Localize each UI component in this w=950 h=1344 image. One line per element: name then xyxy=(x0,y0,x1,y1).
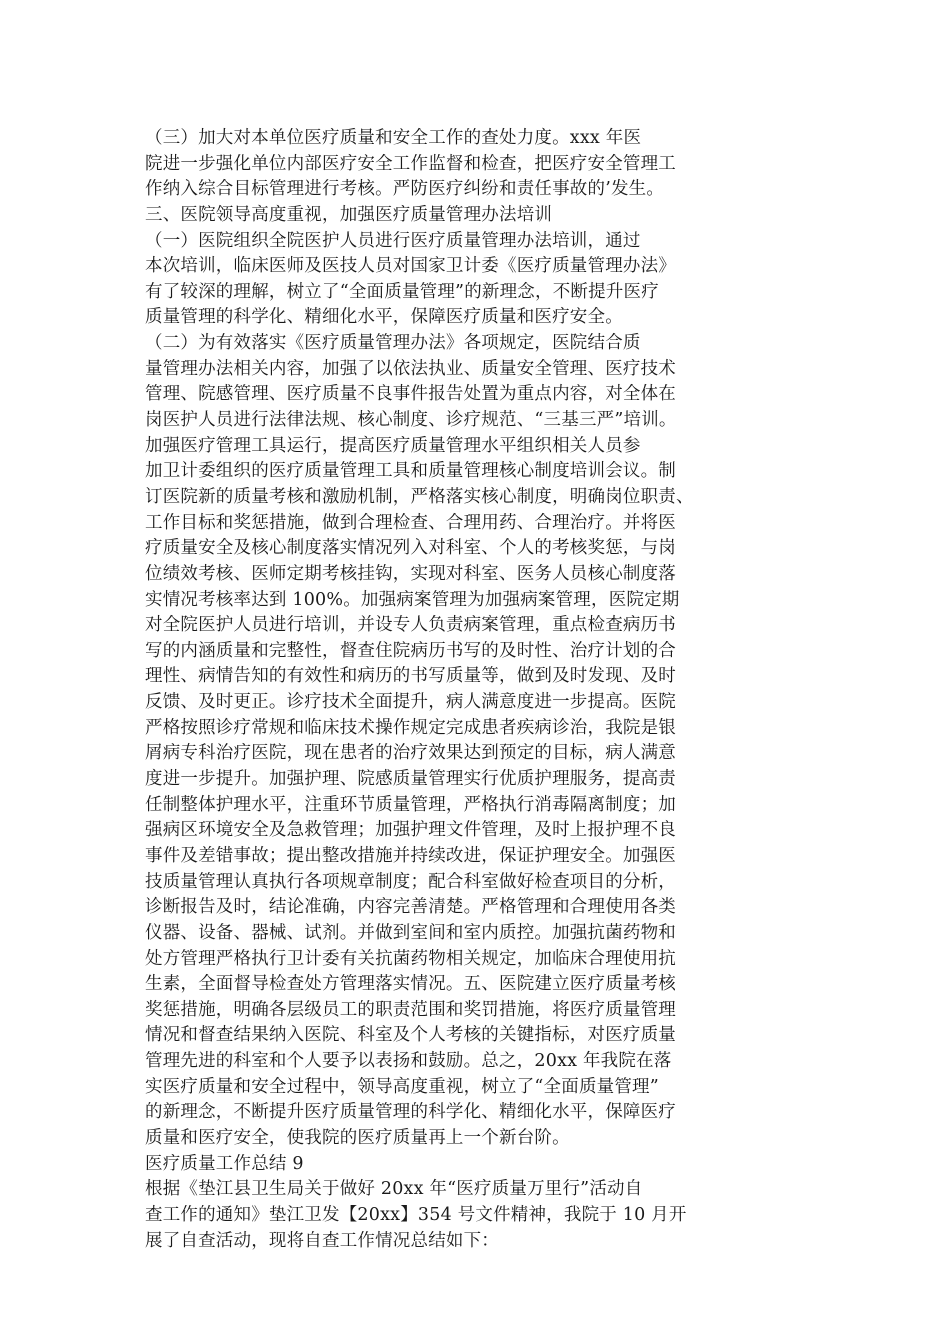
text-line: 情况和督查结果纳入医院、科室及个人考核的关键指标，对医疗质量 xyxy=(145,1025,676,1046)
text-line: 写的内涵质量和完整性，督查住院病历书写的及时性、治疗计划的合 xyxy=(145,640,676,661)
text-line: 订医院新的质量考核和激励机制，严格落实核心制度，明确岗位职责、 xyxy=(145,486,694,507)
text-line: 屑病专科治疗医院，现在患者的治疗效果达到预定的目标，病人满意 xyxy=(145,743,676,764)
text-line: 严格按照诊疗常规和临床技术操作规定完成患者疾病诊治，我院是银 xyxy=(145,717,676,738)
text-line: 本次培训，临床医师及医技人员对国家卫计委《医疗质量管理办法》 xyxy=(145,256,676,277)
text-line: 处方管理严格执行卫计委有关抗菌药物相关规定，加临床合理使用抗 xyxy=(145,948,676,969)
text-line: 理性、病情告知的有效性和病历的书写质量等，做到及时发现、及时 xyxy=(145,666,676,687)
text-line: 医疗质量工作总结 9 xyxy=(145,1153,304,1174)
text-line: 强病区环境安全及急救管理；加强护理文件管理，及时上报护理不良 xyxy=(145,820,676,841)
text-line: 仪器、设备、器械、试剂。并做到室间和室内质控。加强抗菌药物和 xyxy=(145,922,676,943)
text-line: 院进一步强化单位内部医疗安全工作监督和检查，把医疗安全管理工 xyxy=(145,153,676,174)
text-line: 管理、院感管理、医疗质量不良事件报告处置为重点内容，对全体在 xyxy=(145,384,676,405)
text-line: 量管理办法相关内容，加强了以依法执业、质量安全管理、医疗技术 xyxy=(145,358,676,379)
text-line: （三）加大对本单位医疗质量和安全工作的查处力度。xxx 年医 xyxy=(145,128,642,148)
document-body xyxy=(145,126,745,1254)
text-line: 奖惩措施，明确各层级员工的职责范围和奖罚措施，将医疗质量管理 xyxy=(145,999,676,1020)
text-line: 三、医院领导高度重视，加强医疗质量管理办法培训 xyxy=(145,204,553,225)
text-line: 反馈、及时更正。诊疗技术全面提升，病人满意度进一步提高。医院 xyxy=(145,692,676,713)
text-line: 岗医护人员进行法律法规、核心制度、诊疗规范、“三基三严”培训。 xyxy=(145,410,677,431)
text-line: 质量和医疗安全，使我院的医疗质量再上一个新台阶。 xyxy=(145,1127,570,1148)
text-line: 展了自查活动，现将自查工作情况总结如下： xyxy=(145,1230,499,1251)
text-line: 加卫计委组织的医疗质量管理工具和质量管理核心制度培训会议。制 xyxy=(145,461,676,482)
text-line: 加强医疗管理工具运行，提高医疗质量管理水平组织相关人员参 xyxy=(145,435,641,456)
text-line: 实情况考核率达到 100%。加强病案管理为加强病案管理，医院定期 xyxy=(145,589,680,610)
text-line: 任制整体护理水平，注重环节质量管理，严格执行消毒隔离制度；加 xyxy=(145,794,676,815)
text-line: 事件及差错事故；提出整改措施并持续改进，保证护理安全。加强医 xyxy=(145,845,676,866)
text-line: 生素，全面督导检查处方管理落实情况。五、医院建立医疗质量考核 xyxy=(145,974,676,995)
text-line: 技质量管理认真执行各项规章制度；配合科室做好检查项目的分析， xyxy=(145,871,676,892)
text-line: （一）医院组织全院医护人员进行医疗质量管理办法培训，通过 xyxy=(145,230,641,251)
text-line: 位绩效考核、医师定期考核挂钩，实现对科室、医务人员核心制度落 xyxy=(145,563,676,584)
text-line: 根据《垫江县卫生局关于做好 20xx 年“医疗质量万里行”活动自 xyxy=(145,1179,643,1200)
text-line: 有了较深的理解，树立了“全面质量管理”的新理念，不断提升医疗 xyxy=(145,281,659,302)
text-line: 管理先进的科室和个人要予以表扬和鼓励。总之，20xx 年我院在落 xyxy=(145,1051,672,1072)
text-line: 实医疗质量和安全过程中，领导高度重视，树立了“全面质量管理” xyxy=(145,1076,659,1097)
text-line: 对全院医护人员进行培训，并设专人负责病案管理，重点检查病历书 xyxy=(145,615,676,636)
text-line: 质量管理的科学化、精细化水平，保障医疗质量和医疗安全。 xyxy=(145,307,623,328)
text-line: 诊断报告及时，结论准确，内容完善清楚。严格管理和合理使用各类 xyxy=(145,897,676,918)
text-line: 作纳入综合目标管理进行考核。严防医疗纠纷和责任事故的’发生。 xyxy=(145,179,665,200)
text-line: 查工作的通知》垫江卫发【20xx】354 号文件精神，我院于 10 月开 xyxy=(145,1204,687,1225)
text-line: 疗质量安全及核心制度落实情况列入对科室、个人的考核奖惩，与岗 xyxy=(145,538,676,559)
text-line: 度进一步提升。加强护理、院感质量管理实行优质护理服务，提高责 xyxy=(145,769,676,790)
text-line: 的新理念，不断提升医疗质量管理的科学化、精细化水平，保障医疗 xyxy=(145,1102,676,1123)
text-line: （二）为有效落实《医疗质量管理办法》各项规定，医院结合质 xyxy=(145,333,641,354)
text-line: 工作目标和奖惩措施，做到合理检查、合理用药、合理治疗。并将医 xyxy=(145,512,676,533)
